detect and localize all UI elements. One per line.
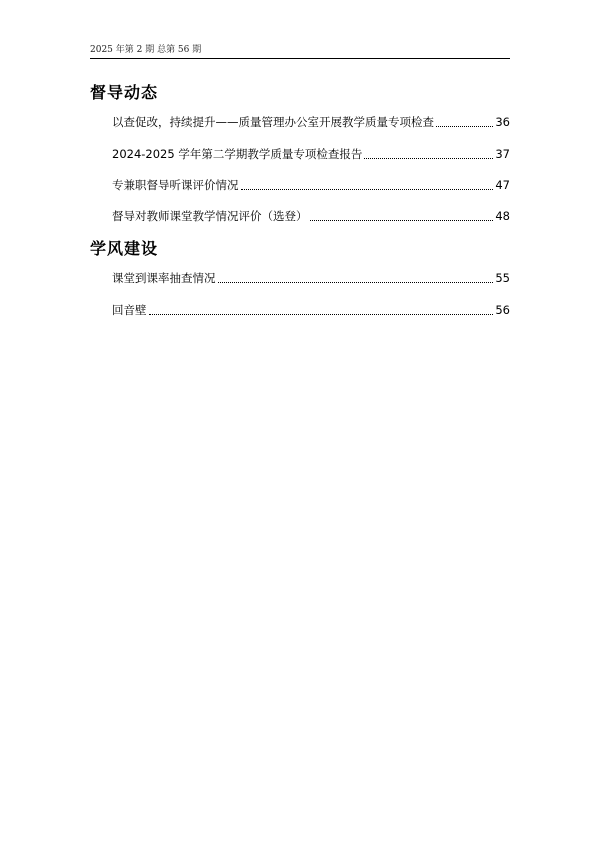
toc-leader-dots	[149, 314, 494, 315]
toc-entry-label: 回音壁	[112, 303, 147, 317]
toc-leader-dots	[436, 126, 493, 127]
toc-entry-page: 55	[495, 271, 510, 285]
toc-leader-dots	[241, 189, 494, 190]
toc-leader-dots	[310, 220, 494, 221]
toc-entry-page: 36	[495, 115, 510, 129]
toc-entry-label: 专兼职督导听课评价情况	[112, 178, 239, 192]
issue-header: 2025 年第 2 期 总第 56 期	[90, 42, 510, 59]
toc-entry-page: 48	[495, 209, 510, 223]
section-title-study-style: 学风建设	[90, 239, 159, 258]
toc-entry-page: 37	[495, 147, 510, 161]
toc-entry[interactable]	[112, 270, 510, 286]
toc-leader-dots	[218, 282, 494, 283]
toc-entry[interactable]	[112, 114, 510, 130]
toc-entry[interactable]	[112, 208, 510, 224]
toc-entry[interactable]	[112, 177, 510, 193]
toc-entry-page: 47	[495, 178, 510, 192]
toc-entry-label: 督导对教师课堂教学情况评价（选登）	[112, 209, 308, 223]
toc-entry-label: 以查促改，持续提升——质量管理办公室开展教学质量专项检查	[112, 115, 434, 129]
section-title-supervision: 督导动态	[90, 83, 159, 102]
toc-entry-page: 56	[495, 303, 510, 317]
toc-entry-label: 课堂到课率抽查情况	[112, 271, 216, 285]
toc-entry-label: 2024-2025 学年第二学期教学质量专项检查报告	[112, 147, 363, 161]
toc-entry[interactable]	[112, 302, 510, 318]
toc-leader-dots	[364, 158, 493, 159]
toc-entry[interactable]	[112, 146, 510, 162]
